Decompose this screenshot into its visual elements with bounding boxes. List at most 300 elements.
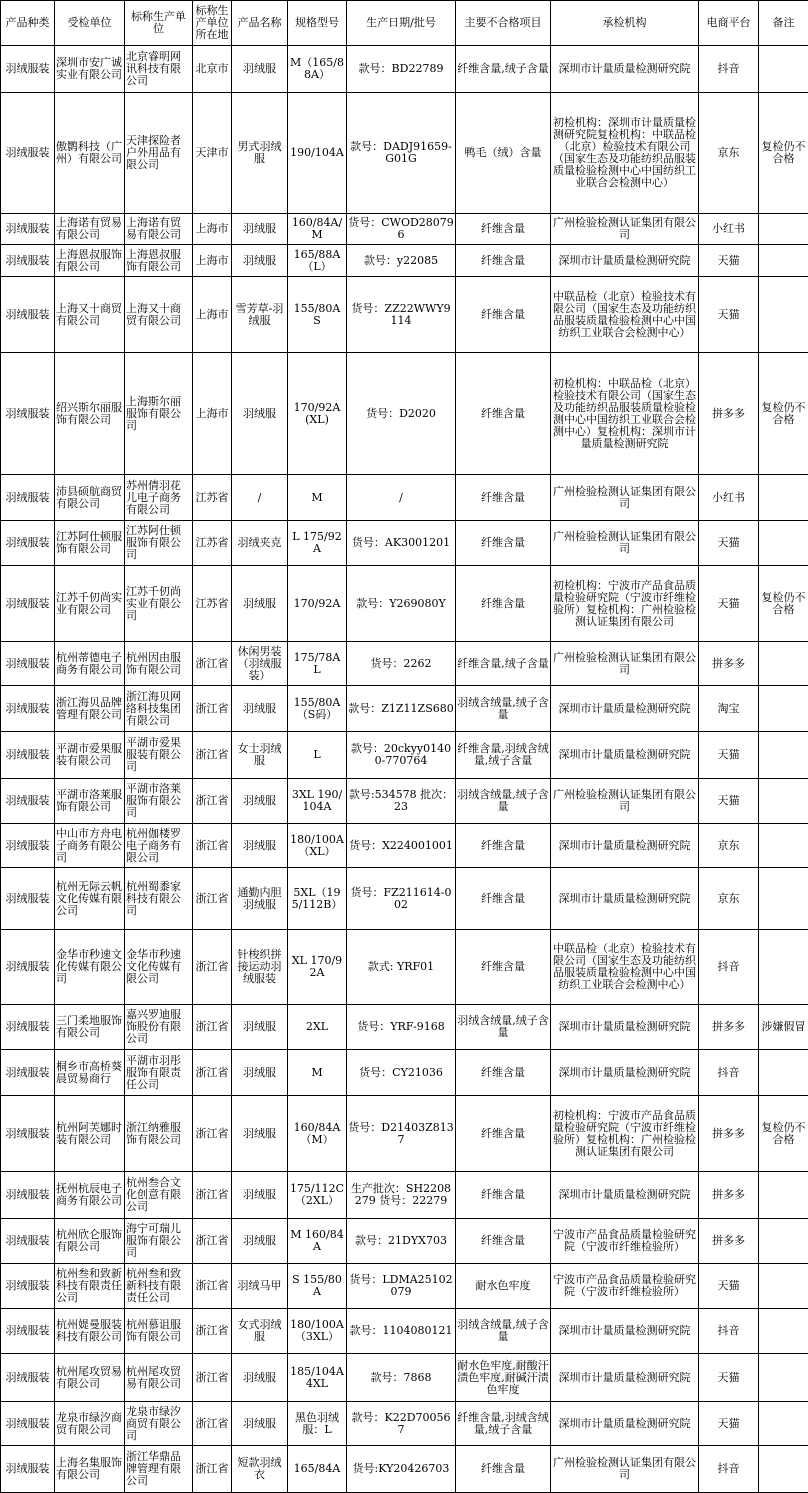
product-category-cell: 羽绒服装 bbox=[1, 245, 55, 277]
product-category-cell: 羽绒服装 bbox=[1, 277, 55, 353]
testing-agency-cell: 深圳市计量质量检测研究院 bbox=[551, 732, 699, 779]
header-cell: 承检机构 bbox=[551, 1, 699, 46]
failed-items-cell: 纤维含量 bbox=[456, 245, 551, 277]
producer-location-cell: 浙江省 bbox=[193, 1309, 232, 1354]
testing-agency-cell: 深圳市计量质量检测研究院 bbox=[551, 46, 699, 93]
platform-cell: 淘宝 bbox=[699, 686, 759, 732]
product-category-cell: 羽绒服装 bbox=[1, 779, 55, 824]
batch-number-cell: 款式: YRF01 bbox=[347, 930, 456, 1005]
failed-items-cell: 纤维含量 bbox=[456, 824, 551, 868]
inspected-unit-cell: 桐乡市高桥葵晨贸易商行 bbox=[55, 1050, 125, 1096]
batch-number-cell: 款号：DADJ91659-G01G bbox=[347, 93, 456, 214]
batch-number-cell: 款号：Z1Z11ZS680 bbox=[347, 686, 456, 732]
failed-items-cell: 纤维含量,绒子含量 bbox=[456, 46, 551, 93]
spec-model-cell: 180/100A（XL） bbox=[288, 824, 347, 868]
table-row bbox=[1, 245, 808, 277]
producer-location-cell: 浙江省 bbox=[193, 1096, 232, 1172]
product-category-cell: 羽绒服装 bbox=[1, 1219, 55, 1264]
header-cell: 标称生产单位所在地 bbox=[193, 1, 232, 46]
inspected-unit-cell: 杭州无际云帆文化传媒有限公司 bbox=[55, 868, 125, 930]
producer-location-cell: 北京市 bbox=[193, 46, 232, 93]
product-category-cell: 羽绒服装 bbox=[1, 1005, 55, 1050]
producer-location-cell: 浙江省 bbox=[193, 732, 232, 779]
product-name-cell: 羽绒服 bbox=[232, 1172, 288, 1219]
producer-location-cell: 浙江省 bbox=[193, 868, 232, 930]
product-name-cell: 羽绒服 bbox=[232, 779, 288, 824]
batch-number-cell: 款号：Y269080Y bbox=[347, 566, 456, 642]
failed-items-cell: 纤维含量,羽绒含绒量,绒子含量 bbox=[456, 732, 551, 779]
header-cell: 产品名称 bbox=[232, 1, 288, 46]
testing-agency-cell: 深圳市计量质量检测研究院 bbox=[551, 1172, 699, 1219]
testing-agency-cell: 中联品检（北京）检验技术有限公司（国家生态及功能纺织品服装质量检验检测中心中国纺织工业联合会检测中心） bbox=[551, 930, 699, 1005]
producer-location-cell: 浙江省 bbox=[193, 930, 232, 1005]
inspected-unit-cell: 江苏千仞尚实业有限公司 bbox=[55, 566, 125, 642]
failed-items-cell: 纤维含量 bbox=[456, 214, 551, 245]
failed-items-cell: 纤维含量 bbox=[456, 1172, 551, 1219]
inspected-unit-cell: 上海恩叔服饰有限公司 bbox=[55, 245, 125, 277]
spec-model-cell: 175/112C（2XL） bbox=[288, 1172, 347, 1219]
product-category-cell: 羽绒服装 bbox=[1, 824, 55, 868]
batch-number-cell: 货号：YRF-9168 bbox=[347, 1005, 456, 1050]
batch-number-cell: / bbox=[347, 475, 456, 521]
product-name-cell: 羽绒服 bbox=[232, 1005, 288, 1050]
producer-location-cell: 浙江省 bbox=[193, 824, 232, 868]
producer-location-cell: 浙江省 bbox=[193, 642, 232, 686]
producer-cell: 平湖市羽彤服饰有限责任公司 bbox=[125, 1050, 193, 1096]
remark-cell bbox=[759, 475, 808, 521]
batch-number-cell: 货号：X224001001 bbox=[347, 824, 456, 868]
testing-agency-cell: 深圳市计量质量检测研究院 bbox=[551, 1354, 699, 1402]
product-category-cell: 羽绒服装 bbox=[1, 1309, 55, 1354]
producer-location-cell: 浙江省 bbox=[193, 1354, 232, 1402]
spec-model-cell: M bbox=[288, 475, 347, 521]
producer-cell: 苏州倩羽花儿电子商务有限公司 bbox=[125, 475, 193, 521]
product-name-cell: 休闲男装（羽绒服装） bbox=[232, 642, 288, 686]
remark-cell bbox=[759, 46, 808, 93]
spec-model-cell: 165/84A bbox=[288, 1446, 347, 1493]
product-category-cell: 羽绒服装 bbox=[1, 868, 55, 930]
batch-number-cell: 款号：1104080121 bbox=[347, 1309, 456, 1354]
product-name-cell: 羽绒服 bbox=[232, 46, 288, 93]
product-name-cell: 羽绒服 bbox=[232, 1219, 288, 1264]
header-cell: 备注 bbox=[759, 1, 808, 46]
remark-cell bbox=[759, 686, 808, 732]
testing-agency-cell: 深圳市计量质量检测研究院 bbox=[551, 245, 699, 277]
spec-model-cell: 185/104A 4XL bbox=[288, 1354, 347, 1402]
testing-agency-cell: 中联品检（北京）检验技术有限公司（国家生态及功能纺织品服装质量检验检测中心中国纺织工业联合会检测中心） bbox=[551, 277, 699, 353]
batch-number-cell: 货号：FZ211614-002 bbox=[347, 868, 456, 930]
producer-cell: 上海诺有贸易有限公司 bbox=[125, 214, 193, 245]
inspected-unit-cell: 金华市秒速文化传媒有限公司 bbox=[55, 930, 125, 1005]
platform-cell: 天猫 bbox=[699, 277, 759, 353]
remark-cell bbox=[759, 521, 808, 566]
producer-cell: 杭州叁和致新科技有限责任公司 bbox=[125, 1264, 193, 1309]
header-cell: 标称生产单位 bbox=[125, 1, 193, 46]
header-cell: 产品种类 bbox=[1, 1, 55, 46]
platform-cell: 天猫 bbox=[699, 1264, 759, 1309]
platform-cell: 拼多多 bbox=[699, 1219, 759, 1264]
table-row bbox=[1, 475, 808, 521]
product-name-cell: 羽绒服 bbox=[232, 214, 288, 245]
batch-number-cell: 生产批次：SH2208279 货号：22279 bbox=[347, 1172, 456, 1219]
producer-cell: 平湖市洛莱服饰有限公司 bbox=[125, 779, 193, 824]
product-name-cell: 女式羽绒服 bbox=[232, 1309, 288, 1354]
platform-cell: 京东 bbox=[699, 824, 759, 868]
batch-number-cell: 款号：K22D700567 bbox=[347, 1402, 456, 1446]
failed-items-cell: 纤维含量 bbox=[456, 277, 551, 353]
header-cell: 主要不合格项目 bbox=[456, 1, 551, 46]
product-category-cell: 羽绒服装 bbox=[1, 1354, 55, 1402]
producer-location-cell: 浙江省 bbox=[193, 1172, 232, 1219]
inspected-unit-cell: 平湖市洛莱服饰有限公司 bbox=[55, 779, 125, 824]
platform-cell: 天猫 bbox=[699, 732, 759, 779]
batch-number-cell: 货号：AK3001201 bbox=[347, 521, 456, 566]
failed-items-cell: 纤维含量 bbox=[456, 521, 551, 566]
spec-model-cell: 160/84A（M） bbox=[288, 1096, 347, 1172]
failed-items-cell: 鸭毛（绒）含量 bbox=[456, 93, 551, 214]
producer-location-cell: 上海市 bbox=[193, 353, 232, 475]
batch-number-cell: 货号:KY20426703 bbox=[347, 1446, 456, 1493]
product-name-cell: 短款羽绒衣 bbox=[232, 1446, 288, 1493]
failed-items-cell: 纤维含量 bbox=[456, 566, 551, 642]
remark-cell bbox=[759, 245, 808, 277]
remark-cell: 复检仍不合格 bbox=[759, 566, 808, 642]
product-name-cell: 雪芳草-羽绒服 bbox=[232, 277, 288, 353]
producer-cell: 北京睿明网讯科技有限公司 bbox=[125, 46, 193, 93]
spec-model-cell: 3XL 190/104A bbox=[288, 779, 347, 824]
remark-cell bbox=[759, 930, 808, 1005]
producer-location-cell: 上海市 bbox=[193, 277, 232, 353]
failed-items-cell: 纤维含量 bbox=[456, 1446, 551, 1493]
failed-items-cell: 羽绒含绒量,绒子含量 bbox=[456, 686, 551, 732]
batch-number-cell: 货号：CY21036 bbox=[347, 1050, 456, 1096]
producer-cell: 浙江海贝网络科技集团有限公司 bbox=[125, 686, 193, 732]
platform-cell: 天猫 bbox=[699, 521, 759, 566]
remark-cell bbox=[759, 1050, 808, 1096]
table-row bbox=[1, 277, 808, 353]
spec-model-cell: M 160/84A bbox=[288, 1219, 347, 1264]
table-row bbox=[1, 930, 808, 1005]
product-category-cell: 羽绒服装 bbox=[1, 1264, 55, 1309]
batch-number-cell: 货号：D21403Z8137 bbox=[347, 1096, 456, 1172]
batch-number-cell: 款号：20ckyy01400-770764 bbox=[347, 732, 456, 779]
spec-model-cell: 155/80A（S码） bbox=[288, 686, 347, 732]
remark-cell bbox=[759, 1354, 808, 1402]
product-name-cell: 针梭织拼接运动羽绒服装 bbox=[232, 930, 288, 1005]
producer-location-cell: 浙江省 bbox=[193, 1402, 232, 1446]
testing-agency-cell: 深圳市计量质量检测研究院 bbox=[551, 1005, 699, 1050]
table-row bbox=[1, 46, 808, 93]
table-row bbox=[1, 1096, 808, 1172]
batch-number-cell: 货号：LDMA25102079 bbox=[347, 1264, 456, 1309]
spec-model-cell: 2XL bbox=[288, 1005, 347, 1050]
table-row bbox=[1, 686, 808, 732]
product-category-cell: 羽绒服装 bbox=[1, 566, 55, 642]
producer-location-cell: 江苏省 bbox=[193, 521, 232, 566]
inspected-unit-cell: 傲鹮科技（广州）有限公司 bbox=[55, 93, 125, 214]
table-row bbox=[1, 779, 808, 824]
failed-items-cell: 纤维含量 bbox=[456, 1050, 551, 1096]
platform-cell: 京东 bbox=[699, 93, 759, 214]
header-cell: 规格型号 bbox=[288, 1, 347, 46]
table-row bbox=[1, 1446, 808, 1493]
table-row bbox=[1, 824, 808, 868]
table-row bbox=[1, 642, 808, 686]
producer-location-cell: 江苏省 bbox=[193, 566, 232, 642]
product-name-cell: 通勤内胆羽绒服 bbox=[232, 868, 288, 930]
producer-cell: 上海斯尔丽服饰有限公司 bbox=[125, 353, 193, 475]
producer-cell: 金华市秒速文化传媒有限公司 bbox=[125, 930, 193, 1005]
testing-agency-cell: 广州检验检测认证集团有限公司 bbox=[551, 1446, 699, 1493]
inspected-unit-cell: 上海又十商贸有限公司 bbox=[55, 277, 125, 353]
spec-model-cell: 190/104A bbox=[288, 93, 347, 214]
platform-cell: 小红书 bbox=[699, 214, 759, 245]
producer-location-cell: 上海市 bbox=[193, 214, 232, 245]
failed-items-cell: 纤维含量 bbox=[456, 868, 551, 930]
remark-cell bbox=[759, 824, 808, 868]
product-category-cell: 羽绒服装 bbox=[1, 353, 55, 475]
product-category-cell: 羽绒服装 bbox=[1, 1402, 55, 1446]
table-row bbox=[1, 353, 808, 475]
product-category-cell: 羽绒服装 bbox=[1, 1096, 55, 1172]
platform-cell: 京东 bbox=[699, 868, 759, 930]
spec-model-cell: M（165/88A） bbox=[288, 46, 347, 93]
batch-number-cell: 货号：D2020 bbox=[347, 353, 456, 475]
product-name-cell: 羽绒服 bbox=[232, 824, 288, 868]
remark-cell: 复检仍不合格 bbox=[759, 353, 808, 475]
spec-model-cell: S 155/80A bbox=[288, 1264, 347, 1309]
producer-location-cell: 江苏省 bbox=[193, 475, 232, 521]
platform-cell: 拼多多 bbox=[699, 1005, 759, 1050]
producer-location-cell: 浙江省 bbox=[193, 1446, 232, 1493]
product-category-cell: 羽绒服装 bbox=[1, 214, 55, 245]
platform-cell: 天猫 bbox=[699, 566, 759, 642]
spec-model-cell: 5XL（195/112B） bbox=[288, 868, 347, 930]
spec-model-cell: 180/100A（3XL） bbox=[288, 1309, 347, 1354]
testing-agency-cell: 广州检验检测认证集团有限公司 bbox=[551, 779, 699, 824]
producer-cell: 杭州蜀黍家科技有限公司 bbox=[125, 868, 193, 930]
product-name-cell: 羽绒服 bbox=[232, 686, 288, 732]
product-category-cell: 羽绒服装 bbox=[1, 1050, 55, 1096]
table-row bbox=[1, 93, 808, 214]
product-name-cell: 羽绒服 bbox=[232, 1354, 288, 1402]
platform-cell: 天猫 bbox=[699, 1354, 759, 1402]
table-row bbox=[1, 1050, 808, 1096]
spec-model-cell: 175/78A L bbox=[288, 642, 347, 686]
remark-cell bbox=[759, 868, 808, 930]
platform-cell: 拼多多 bbox=[699, 353, 759, 475]
producer-location-cell: 浙江省 bbox=[193, 779, 232, 824]
table-row bbox=[1, 1219, 808, 1264]
failed-items-cell: 纤维含量,绒子含量 bbox=[456, 642, 551, 686]
product-name-cell: 羽绒马甲 bbox=[232, 1264, 288, 1309]
product-category-cell: 羽绒服装 bbox=[1, 46, 55, 93]
inspected-unit-cell: 绍兴斯尔丽服饰有限公司 bbox=[55, 353, 125, 475]
producer-location-cell: 浙江省 bbox=[193, 686, 232, 732]
producer-cell: 浙江华鼎品牌管理有限公司 bbox=[125, 1446, 193, 1493]
platform-cell: 抖音 bbox=[699, 1050, 759, 1096]
batch-number-cell: 货号：CWOD280796 bbox=[347, 214, 456, 245]
inspected-unit-cell: 中山市方舟电子商务有限公司 bbox=[55, 824, 125, 868]
producer-location-cell: 上海市 bbox=[193, 245, 232, 277]
failed-items-cell: 纤维含量 bbox=[456, 353, 551, 475]
product-name-cell: 羽绒服 bbox=[232, 245, 288, 277]
testing-agency-cell: 深圳市计量质量检测研究院 bbox=[551, 1309, 699, 1354]
product-name-cell: 羽绒服 bbox=[232, 353, 288, 475]
remark-cell bbox=[759, 779, 808, 824]
testing-agency-cell: 初检机构：中联品检（北京）检验技术有限公司（国家生态及功能纺织品服装质量检验检测中心中国纺织工业联合会检测中心）复检机构：深圳市计量质量检测研究院 bbox=[551, 353, 699, 475]
failed-items-cell: 耐水色牢度 bbox=[456, 1264, 551, 1309]
remark-cell bbox=[759, 1172, 808, 1219]
table-row bbox=[1, 732, 808, 779]
batch-number-cell: 款号：y22085 bbox=[347, 245, 456, 277]
testing-agency-cell: 广州检验检测认证集团有限公司 bbox=[551, 642, 699, 686]
inspected-unit-cell: 杭州尾攻贸易有限公司 bbox=[55, 1354, 125, 1402]
platform-cell: 小红书 bbox=[699, 475, 759, 521]
testing-agency-cell: 深圳市计量质量检测研究院 bbox=[551, 1050, 699, 1096]
remark-cell bbox=[759, 1402, 808, 1446]
testing-agency-cell: 初检机构：宁波市产品食品质量检验研究院（宁波市纤维检验所）复检机构：广州检验检测认证集团有限公司 bbox=[551, 566, 699, 642]
product-category-cell: 羽绒服装 bbox=[1, 930, 55, 1005]
product-category-cell: 羽绒服装 bbox=[1, 1172, 55, 1219]
testing-agency-cell: 深圳市计量质量检测研究院 bbox=[551, 868, 699, 930]
producer-cell: 海宁可瑞儿服饰有限公司 bbox=[125, 1219, 193, 1264]
spec-model-cell: XL 170/92A bbox=[288, 930, 347, 1005]
testing-agency-cell: 初检机构：宁波市产品食品质量检验研究院（宁波市纤维检验所）复检机构：广州检验检测认证集团有限公司 bbox=[551, 1096, 699, 1172]
table-row bbox=[1, 1402, 808, 1446]
testing-agency-cell: 宁波市产品食品质量检验研究院（宁波市纤维检验所） bbox=[551, 1264, 699, 1309]
testing-agency-cell: 宁波市产品食品质量检验研究院（宁波市纤维检验所） bbox=[551, 1219, 699, 1264]
remark-cell bbox=[759, 1446, 808, 1493]
batch-number-cell: 款号：7868 bbox=[347, 1354, 456, 1402]
product-name-cell: 羽绒夹克 bbox=[232, 521, 288, 566]
spec-model-cell: 170/92A bbox=[288, 566, 347, 642]
testing-agency-cell: 广州检验检测认证集团有限公司 bbox=[551, 214, 699, 245]
product-category-cell: 羽绒服装 bbox=[1, 93, 55, 214]
inspected-unit-cell: 三门柔地服饰有限公司 bbox=[55, 1005, 125, 1050]
spec-model-cell: L 175/92A bbox=[288, 521, 347, 566]
remark-cell bbox=[759, 1219, 808, 1264]
producer-cell: 龙泉市绿汐商贸有限公司 bbox=[125, 1402, 193, 1446]
batch-number-cell: 款号：BD22789 bbox=[347, 46, 456, 93]
remark-cell bbox=[759, 642, 808, 686]
failed-items-cell: 纤维含量 bbox=[456, 475, 551, 521]
table-row bbox=[1, 1005, 808, 1050]
platform-cell: 天猫 bbox=[699, 779, 759, 824]
producer-cell: 上海恩叔服饰有限公司 bbox=[125, 245, 193, 277]
inspected-unit-cell: 深圳市安广诚实业有限公司 bbox=[55, 46, 125, 93]
product-category-cell: 羽绒服装 bbox=[1, 642, 55, 686]
product-category-cell: 羽绒服装 bbox=[1, 521, 55, 566]
spec-model-cell: 165/88A（L） bbox=[288, 245, 347, 277]
testing-agency-cell: 广州检验检测认证集团有限公司 bbox=[551, 521, 699, 566]
failed-items-cell: 耐水色牢度,耐酸汗渍色牢度,耐碱汗渍色牢度 bbox=[456, 1354, 551, 1402]
spec-model-cell: 160/84A/M bbox=[288, 214, 347, 245]
inspected-unit-cell: 杭州媞曼服装科技有限公司 bbox=[55, 1309, 125, 1354]
testing-agency-cell: 深圳市计量质量检测研究院 bbox=[551, 1402, 699, 1446]
platform-cell: 天猫 bbox=[699, 245, 759, 277]
producer-location-cell: 浙江省 bbox=[193, 1005, 232, 1050]
header-cell: 受检单位 bbox=[55, 1, 125, 46]
producer-location-cell: 天津市 bbox=[193, 93, 232, 214]
header-cell: 电商平台 bbox=[699, 1, 759, 46]
product-category-cell: 羽绒服装 bbox=[1, 475, 55, 521]
product-name-cell: 羽绒服 bbox=[232, 1050, 288, 1096]
table-row bbox=[1, 1354, 808, 1402]
table-row bbox=[1, 1309, 808, 1354]
spec-model-cell: 170/92A(XL) bbox=[288, 353, 347, 475]
remark-cell: 复检仍不合格 bbox=[759, 1096, 808, 1172]
platform-cell: 抖音 bbox=[699, 46, 759, 93]
product-category-cell: 羽绒服装 bbox=[1, 1446, 55, 1493]
inspected-unit-cell: 江苏阿仕顿服饰有限公司 bbox=[55, 521, 125, 566]
inspected-unit-cell: 上海诺有贸易有限公司 bbox=[55, 214, 125, 245]
inspected-unit-cell: 杭州欣仑服饰有限公司 bbox=[55, 1219, 125, 1264]
platform-cell: 抖音 bbox=[699, 930, 759, 1005]
failed-items-cell: 羽绒含绒量,绒子含量 bbox=[456, 1005, 551, 1050]
batch-number-cell: 货号：ZZ22WWY9114 bbox=[347, 277, 456, 353]
product-name-cell: / bbox=[232, 475, 288, 521]
inspected-unit-cell: 上海名集服饰有限公司 bbox=[55, 1446, 125, 1493]
inspected-unit-cell: 杭州阿芙娜时装有限公司 bbox=[55, 1096, 125, 1172]
product-name-cell: 女士羽绒服 bbox=[232, 732, 288, 779]
testing-agency-cell: 深圳市计量质量检测研究院 bbox=[551, 824, 699, 868]
failed-items-cell: 羽绒含绒量,绒子含量 bbox=[456, 1309, 551, 1354]
failed-items-cell: 纤维含量,羽绒含绒量,绒子含量 bbox=[456, 1402, 551, 1446]
testing-agency-cell: 广州检验检测认证集团有限公司 bbox=[551, 475, 699, 521]
failed-items-cell: 纤维含量 bbox=[456, 1219, 551, 1264]
inspected-unit-cell: 杭州蒂德电子商务有限公司 bbox=[55, 642, 125, 686]
producer-location-cell: 浙江省 bbox=[193, 1050, 232, 1096]
producer-cell: 杭州伽楼罗电子商务有限公司 bbox=[125, 824, 193, 868]
producer-cell: 上海又十商贸有限公司 bbox=[125, 277, 193, 353]
remark-cell: 涉嫌假冒 bbox=[759, 1005, 808, 1050]
producer-location-cell: 浙江省 bbox=[193, 1264, 232, 1309]
testing-agency-cell: 深圳市计量质量检测研究院 bbox=[551, 686, 699, 732]
product-name-cell: 羽绒服 bbox=[232, 566, 288, 642]
remark-cell bbox=[759, 732, 808, 779]
table-row bbox=[1, 521, 808, 566]
header-cell: 生产日期/批号 bbox=[347, 1, 456, 46]
producer-cell: 杭州因由服饰有限公司 bbox=[125, 642, 193, 686]
producer-cell: 杭州尾攻贸易有限公司 bbox=[125, 1354, 193, 1402]
product-name-cell: 男式羽绒服 bbox=[232, 93, 288, 214]
platform-cell: 天猫 bbox=[699, 1402, 759, 1446]
producer-cell: 江苏阿仕顿服饰有限公司 bbox=[125, 521, 193, 566]
failed-items-cell: 羽绒含绒量,绒子含量 bbox=[456, 779, 551, 824]
inspected-unit-cell: 平湖市爱果服装有限公司 bbox=[55, 732, 125, 779]
failed-items-cell: 纤维含量 bbox=[456, 1096, 551, 1172]
remark-cell bbox=[759, 277, 808, 353]
failed-items-cell: 纤维含量 bbox=[456, 930, 551, 1005]
remark-cell bbox=[759, 1264, 808, 1309]
producer-cell: 杭州叁合文化创意有限公司 bbox=[125, 1172, 193, 1219]
table-row bbox=[1, 1172, 808, 1219]
producer-cell: 江苏千仞尚实业有限公司 bbox=[125, 566, 193, 642]
producer-cell: 杭州慕诅服饰有限公司 bbox=[125, 1309, 193, 1354]
producer-cell: 浙江纳雅服饰有限公司 bbox=[125, 1096, 193, 1172]
testing-agency-cell: 初检机构：深圳市计量质量检测研究院复检机构：中联品检（北京）检验技术有限公司（国家生态及功能纺织品服装质量检验检测中心中国纺织工业联合会检测中心） bbox=[551, 93, 699, 214]
producer-cell: 天津探险者户外用品有限公司 bbox=[125, 93, 193, 214]
platform-cell: 拼多多 bbox=[699, 1172, 759, 1219]
remark-cell bbox=[759, 1309, 808, 1354]
producer-location-cell: 浙江省 bbox=[193, 1219, 232, 1264]
inspected-unit-cell: 浙江海贝品牌管理有限公司 bbox=[55, 686, 125, 732]
spec-model-cell: M bbox=[288, 1050, 347, 1096]
spec-model-cell: 黑色羽绒服：L bbox=[288, 1402, 347, 1446]
table-row bbox=[1, 868, 808, 930]
producer-cell: 平湖市爱果服装有限公司 bbox=[125, 732, 193, 779]
